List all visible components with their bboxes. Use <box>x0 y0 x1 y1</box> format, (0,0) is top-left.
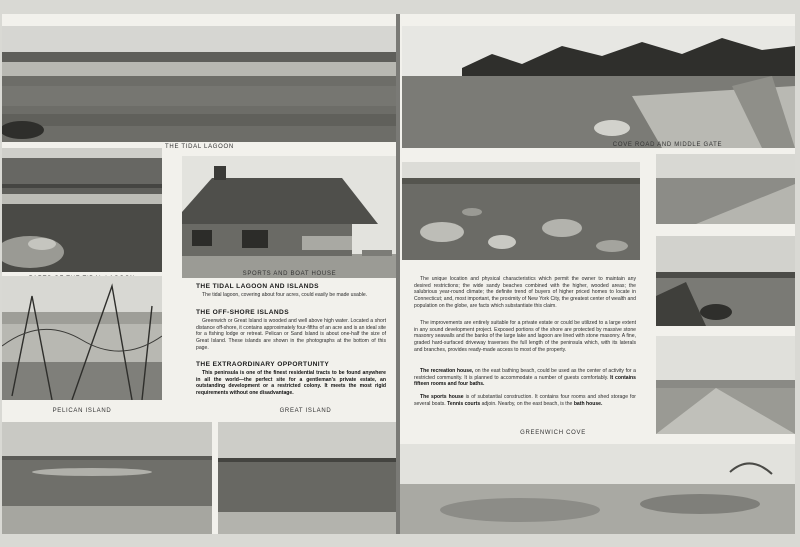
tidal-lagoon-heading: THE TIDAL LAGOON AND ISLANDS <box>196 283 319 290</box>
sports-house-text-2: adjoin. Nearby, on the east beach, is the <box>480 400 574 407</box>
off-shore-islands-paragraph: Greenwich or Great Island is wooded and well above high water. Located a short distance off-shore, it contains approximately four-fifths of an acre and is an ideal site for a fishing lodge or retreat. Pelican or Sand Island is about one-half the size of Great Island. These islands are shown in the photographs at the bottom of this page. <box>196 318 386 351</box>
great-island-caption: GREAT ISLAND <box>279 408 332 414</box>
cove-road-photo <box>402 26 795 148</box>
tidal-lagoon-paragraph: The tidal lagoon, covering about four acres, could easily be made usable. <box>202 292 368 298</box>
shore-photo-2 <box>656 236 795 326</box>
off-shore-islands-heading: THE OFF-SHORE ISLANDS <box>196 309 290 316</box>
left-page <box>2 14 397 534</box>
tidal-lagoon-photo <box>2 26 397 142</box>
extraordinary-opportunity-paragraph: This peninsula is one of the finest residential tracts to be found anywhere in all the world—the perfect site for a gentleman's private estate, an outstanding development or a restricted colony. It meets the most rigid requirements without one disadvantage. <box>196 370 386 397</box>
recreation-house-bold: The recreation house, <box>420 368 474 374</box>
greenwich-cove-photo <box>400 444 795 534</box>
right-paragraph-3 <box>414 368 636 388</box>
recreation-house-text: on the east bathing beach, could be used as the center of activity for a restricted community. It is planned to accommodate a number of guests comfortably. <box>414 368 636 381</box>
right-page <box>400 14 795 534</box>
pelican-island-photo <box>2 276 162 400</box>
shore-photo-1 <box>656 154 795 224</box>
cove-road-caption: COVE ROAD AND MIDDLE GATE <box>612 142 723 148</box>
tidal-lagoon-caption: THE TIDAL LAGOON <box>165 144 234 150</box>
greenwich-cove-caption: GREENWICH COVE <box>520 430 586 436</box>
sports-boat-house-caption: SPORTS AND BOAT HOUSE <box>242 271 337 277</box>
shore-photo-3 <box>656 336 795 434</box>
great-island-bottom-photo <box>218 422 397 534</box>
sports-boat-house-photo <box>182 156 397 278</box>
pelican-island-bottom-photo <box>2 422 212 534</box>
extraordinary-opportunity-heading: THE EXTRAORDINARY OPPORTUNITY <box>196 361 330 368</box>
sports-house-bold: The sports house <box>420 394 464 400</box>
bath-house-bold: bath house. <box>573 400 603 407</box>
rocky-shore-photo <box>402 162 640 260</box>
recreation-house-rooms-bold: It contains fifteen rooms and four baths. <box>414 374 636 388</box>
right-paragraph-2: The improvements are entirely suitable for a private estate or could be utilized to a large extent in any sound development project. Exposed portions of the shore are protected by massive stone masonry seawalls and the banks of the large lake and lagoon are lined with stone masonry. A fine, graded hard-surfaced driveway traverses the full length of the peninsula which, with its laterals and branches, provides ready-made access to most of the property. <box>414 320 636 353</box>
right-paragraph-1: The unique location and physical characteristics which permit the owner to maintain any desired restrictions; the wide sandy beaches combined with the higher, wooded areas; the salubrious year-round climate; the definite trend of buyers of higher priced homes to locate in Connecticut; and, most important, the proximity of New York City, the greatest center of wealth and population on the globe, are facts which substantiate this claim. <box>414 276 636 309</box>
sports-house-text: is of substantial construction. It contains four rooms and shed storage for several boats. <box>414 394 636 407</box>
tennis-courts-bold: Tennis courts <box>447 400 481 407</box>
right-paragraph-4 <box>414 394 636 407</box>
pelican-island-caption: PELICAN ISLAND <box>52 408 112 414</box>
parts-of-tidal-lagoon-photo <box>2 148 162 272</box>
